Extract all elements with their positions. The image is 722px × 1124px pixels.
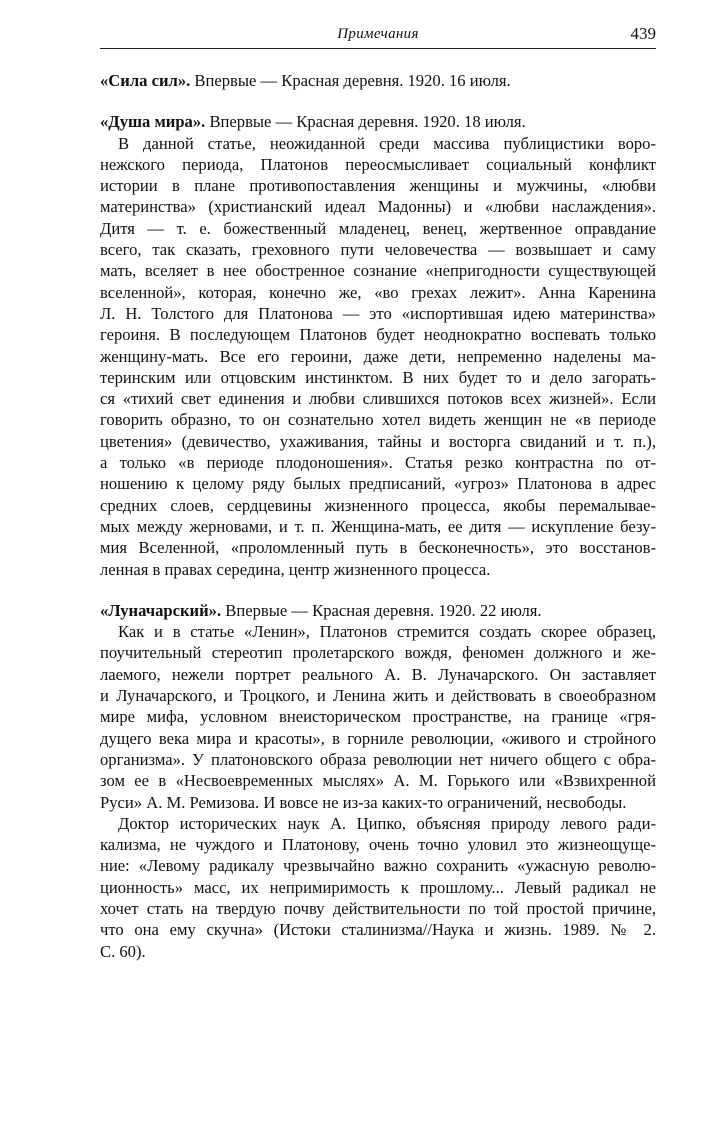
entry-title: «Луначарский». [100,600,222,620]
text-line: В данной статье, неожиданной среди массива публицистики воро- [118,133,656,153]
text-line: дущего века мира и красоты», в горниле революции, «живого и стройного [100,728,656,748]
page-number: 439 [630,24,656,43]
text-line: и Луначарского, и Троцкого, и Ленина жить и действовать в своеобразном [100,686,656,706]
spacer [100,91,656,111]
entry-heading [100,600,656,621]
text-line: вселенной», которая, конечно же, «во грехах лежит». Анна Каренина [100,282,656,302]
text-line: Дитя — т. е. божественный младенец, венец, жертвенное оправдание [100,218,656,238]
text-line: героиня. В последующем Платонов будет неоднократно воспевать только [100,325,656,345]
text-line: Как и в статье «Ленин», Платонов стремится создать скорее образец, [118,622,656,642]
text-line: а только «в периоде плодоношения». Статья резко контрастна по от- [100,453,656,473]
text-line: ся «тихий свет единения и любви слившихся потоков всех жизней». Если [100,389,656,409]
text-line: организма». У платоновского образа революции нет ничего общего с обра- [100,749,656,769]
entry-source: Впервые — Красная деревня. 1920. 18 июля. [205,112,526,132]
text-line: зом ее в «Несвоевременных мыслях» А. М. Горького или «Взвихренной [100,771,656,791]
entry-title: «Душа мира». [100,112,206,132]
entry-heading [100,70,656,91]
notes-body [100,70,656,962]
text-line: мых между жерновами, и т. п. Женщина-мать, ее дитя — искупление безу- [100,516,656,536]
text-line: С. 60). [100,941,146,961]
text-line: лаемого, нежели портрет реального А. В. Луначарского. Он заставляет [100,664,656,684]
text-line: ционность» масс, их непримиримость к прошлому... Левый радикал не [100,877,656,897]
text-line: ленная в правах середина, центр жизненного процесса. [100,559,491,579]
text-line: нежского периода, Платонов переосмысливает социальный конфликт [100,154,656,174]
text-line: женщину-мать. Все его героини, даже дети, непременно наделены ма- [100,346,656,366]
spacer [100,580,656,600]
running-title: Примечания [337,26,419,42]
text-line: Руси» А. М. Ремизова. И вовсе не из-за каких-то ограничений, несвободы. [100,792,627,812]
entry-title: «Сила сил». [100,71,191,90]
text-line: Доктор исторических наук А. Ципко, объясняя природу левого ради- [118,813,656,833]
text-line: цветения» (девичество, ухаживания, тайны и восторга свиданий и т. п.), [100,431,656,451]
entry-heading [100,111,656,132]
text-line: что она ему скучна» (Истоки сталинизма//Наука и жизнь. 1989. № 2. [100,920,656,940]
text-line: мать, вселяет в нее обостренное сознание «непригодности существующей [100,261,656,281]
text-line: ношению к целому ряду былых предписаний, «угроз» Платонова в адрес [100,474,656,494]
entry-source: Впервые — Красная деревня. 1920. 22 июля. [221,600,542,620]
text-line: материнства» (христианский идеал Мадонны) и «любви наслаждения». [100,197,656,217]
running-header [100,22,656,49]
text-line: поучительный стереотип пролетарского вождя, феномен должного и же- [100,643,656,663]
text-line: мия Вселенной, «проломленный путь в бесконечность», это восстанов- [100,538,656,558]
text-line: кализма, не чуждого и Платонову, очень точно уловил это жизнеощуще- [100,835,656,855]
text-line: мире мифа, условном внеисторическом пространстве, на границе «гря- [100,707,656,727]
text-line: хочет стать на твердую почву действительности по той простой причине, [100,898,656,918]
entry-source: Впервые — Красная деревня. 1920. 16 июля. [190,71,511,90]
text-line: теринским или отцовским инстинктом. В них будет то и дело загорать- [100,367,656,387]
text-line: говорить образно, то он сознательно хотел видеть женщин не «в периоде [100,410,656,430]
text-line: истории в плане противопоставления женщины и мужчины, «любви [100,176,656,196]
text-line: ние: «Левому радикалу чрезвычайно важно сохранить «ужасную револю- [100,856,656,876]
text-line: Л. Н. Толстого для Платонова — это «испортившая идею материнства» [100,303,656,323]
text-line: всего, так сказать, греховного пути человечества — возвышает и саму [100,240,656,260]
text-line: средних слоев, сердцевины жизненного процесса, якобы перемалывае- [100,495,656,515]
